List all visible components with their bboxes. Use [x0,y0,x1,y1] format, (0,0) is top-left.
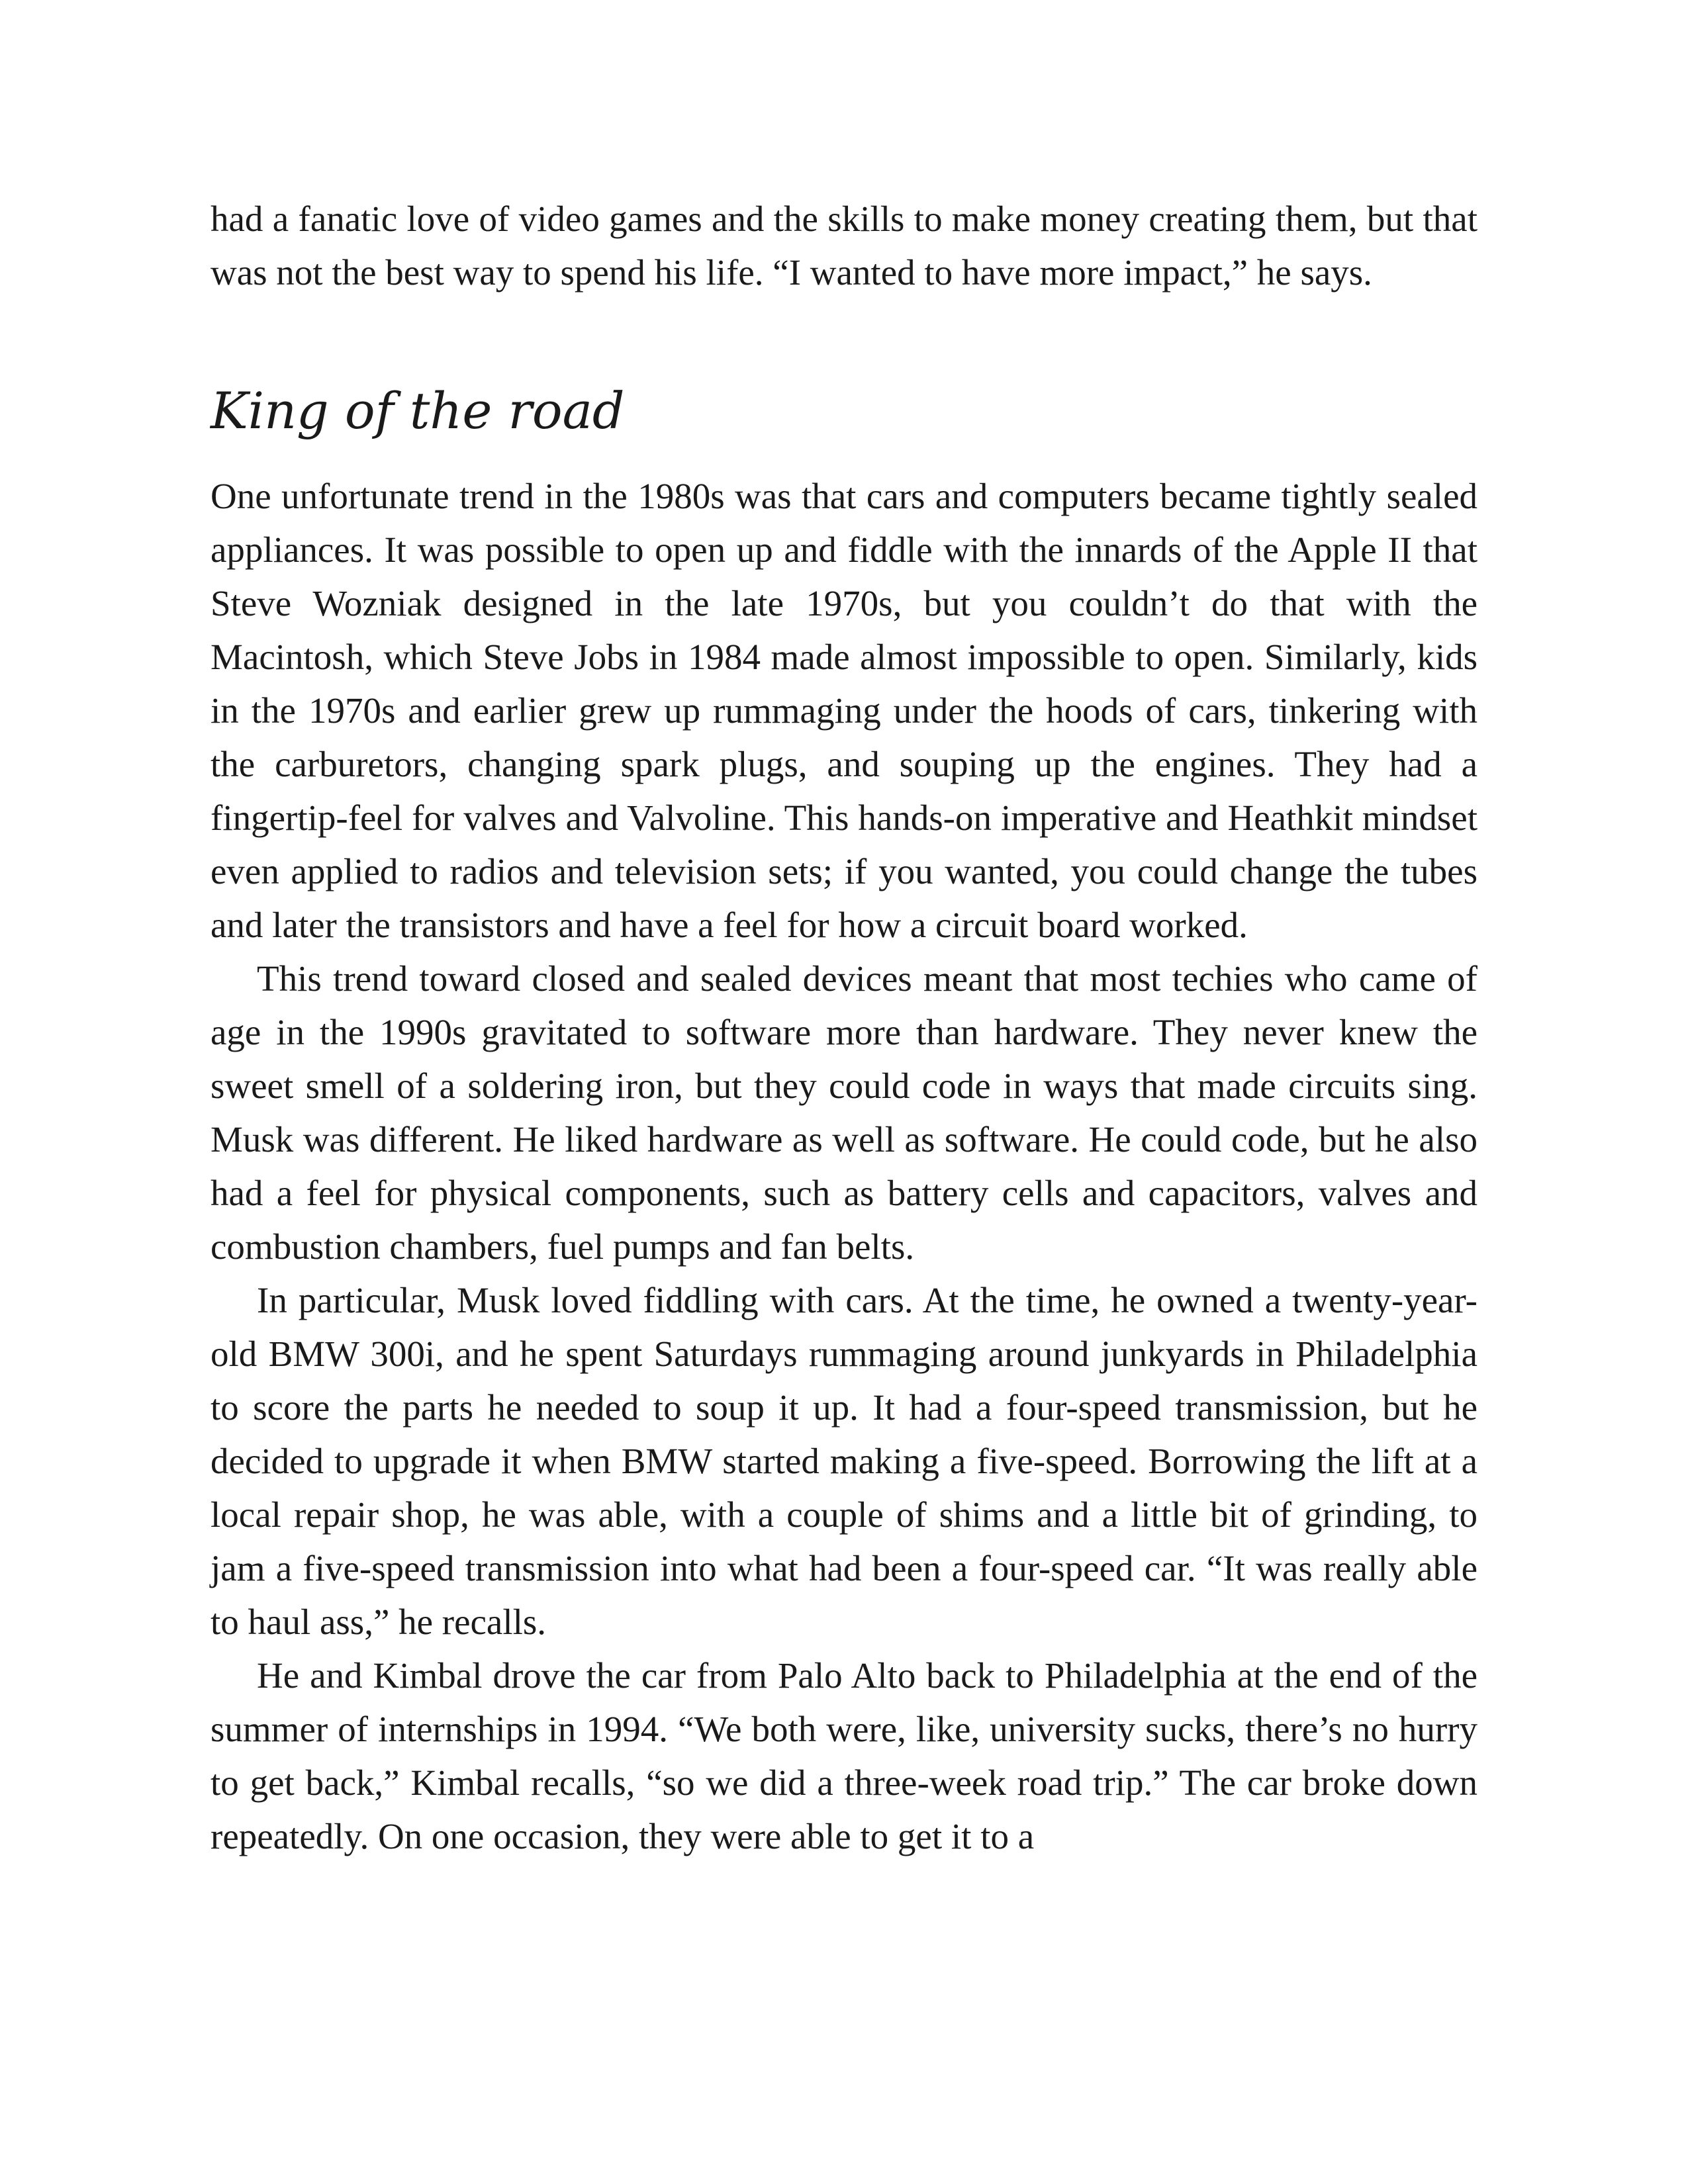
body-paragraph-1: One unfortunate trend in the 1980s was that cars and computers became tightly sealed appliances. It was possible to open up and fiddle with the innards of the Apple II that Steve Wozniak designed in the late 1970s, but you couldn’t do that with the Macintosh, which Steve Jobs in 1984 made almost impossible to open. Similarly, kids in the 1970s and earlier grew up rummaging under the hoods of cars, tinkering with the carburetors, changing spark plugs, and souping up the engines. They had a fingertip-feel for valves and Valvoline. This hands-on imperative and Heathkit mindset even applied to radios and television sets; if you wanted, you could change the tubes and later the transistors and have a feel for how a circuit board worked. [211,476,1477,945]
body-paragraph-3: In particular, Musk loved fiddling with cars. At the time, he owned a twenty-year-old BMW 300i, and he spent Saturdays rummaging around junkyards in Philadelphia to score the parts he needed to soup it up. It had a four-speed transmission, but he decided to upgrade it when BMW started making a five-speed. Borrowing the lift at a local repair shop, he was able, with a couple of shims and a little bit of grinding, to jam a five-speed transmission into what had been a four-speed car. “It was really able to haul ass,” he recalls. [211,1280,1477,1642]
book-page [211,192,1477,1863]
body-paragraph-2: This trend toward closed and sealed devices meant that most techies who came of age in the 1990s gravitated to software more than hardware. They never knew the sweet smell of a soldering iron, but they could code in ways that made circuits sing. Musk was different. He liked hardware as well as software. He could code, but he also had a feel for physical components, such as battery cells and capacitors, valves and combustion chambers, fuel pumps and fan belts. [211,958,1477,1267]
section-heading: King of the road [211,381,625,440]
opening-paragraph: had a fanatic love of video games and the skills to make money creating them, but that was not the best way to spend his life. “I wanted to have more impact,” he says. [211,199,1477,293]
body-paragraph-4: He and Kimbal drove the car from Palo Alto back to Philadelphia at the end of the summer of internships in 1994. “We both were, like, university sucks, there’s no hurry to get back,” Kimbal recalls, “so we did a three-week road trip.” The car broke down repeatedly. On one occasion, they were able to get it to a [211,1655,1477,1856]
